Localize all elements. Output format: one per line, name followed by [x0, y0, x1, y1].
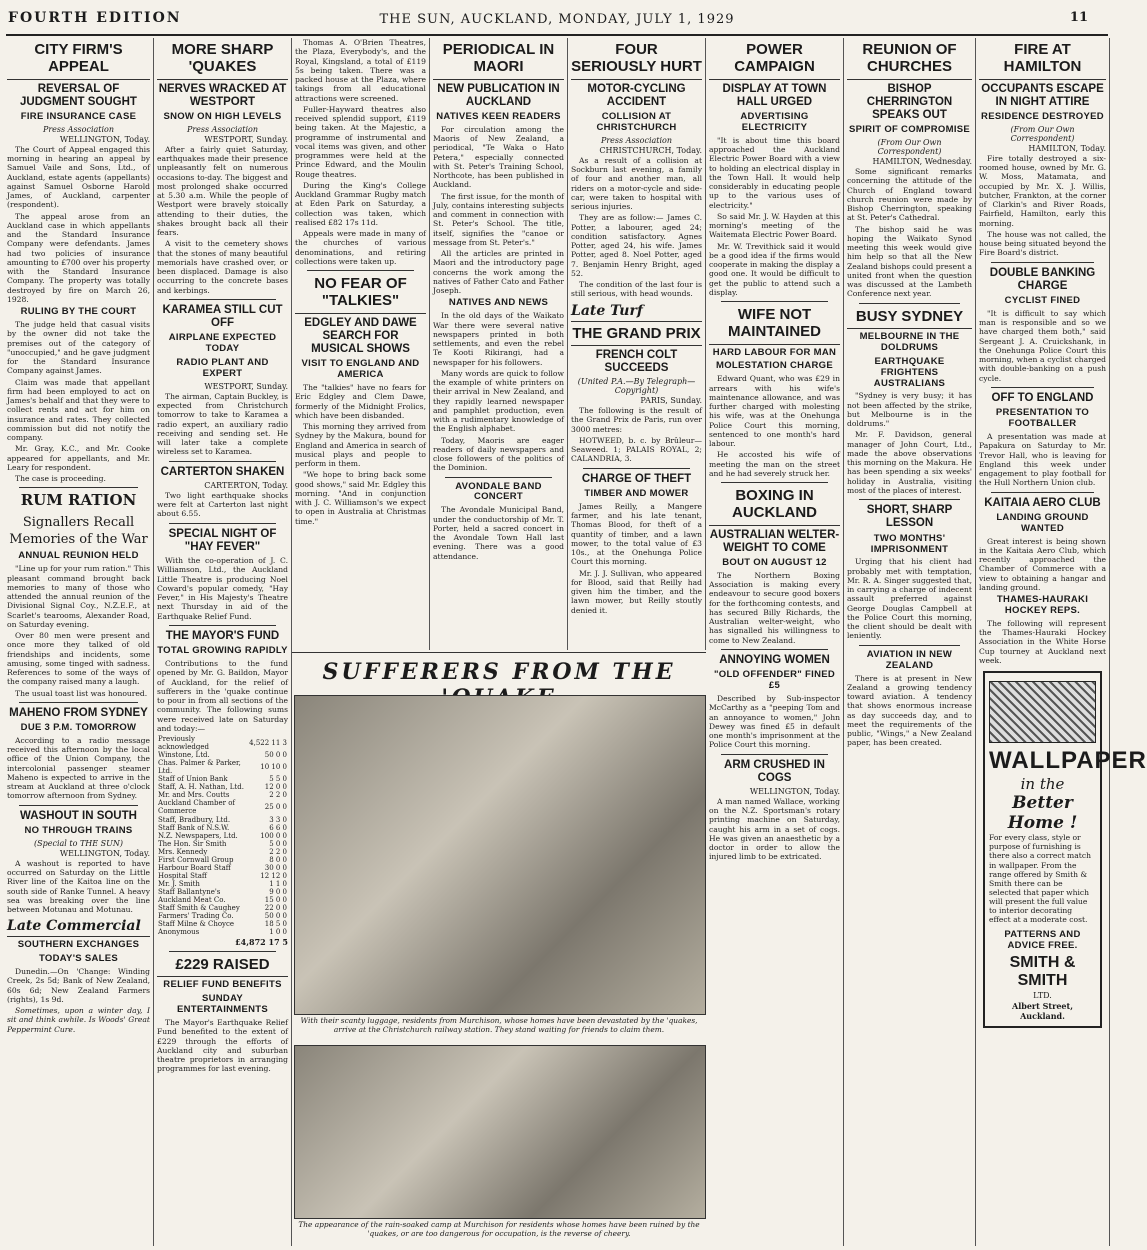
subhead: AUSTRALIAN WELTER-WEIGHT TO COME — [709, 528, 840, 554]
section-late-turf: Late Turf — [571, 301, 702, 322]
quake-photo-spread — [292, 652, 706, 1247]
fund-amount: 1 0 0 — [269, 928, 287, 937]
fund-row — [157, 799, 288, 815]
headline-wife-not-maintained: WIFE NOT MAINTAINED — [709, 306, 840, 345]
paragraph: Edward Quant, who was £29 in arrears with his wife's maintenance allowance, and was further charged with molesting his wife, was at the Onehunga Police Court this morning, sentenced to one month's hard labour. — [709, 374, 840, 449]
column-1 — [4, 38, 154, 1246]
paragraph: "It is about time this board approached the Auckland Electric Power Board with a view to holding an electrical display in the Town Hall. It would help considerably in educating people up to the various uses of electricity." — [709, 135, 840, 210]
fund-donor: Staff Milne & Choyce — [158, 920, 235, 929]
paragraph: A washout is reported to have occurred on Saturday on the Little River line of the Kaitoa line on the south side of Ranke Tunnel. A heavy sea was breaking over the line between Motunau and Motunau. — [7, 858, 150, 915]
subhead-small: NATIVES AND NEWS — [448, 297, 549, 309]
subhead: Signallers Recall — [22, 514, 135, 530]
paragraph: The following will represent the Thames-Hauraki Hockey Association in the White Horse Cup tourney at Auckland next week. — [979, 618, 1106, 665]
wallpaper-advert — [983, 671, 1147, 1028]
advert-offer: PATTERNS AND ADVICE FREE. — [1004, 929, 1081, 952]
headline-229-raised: £229 RAISED — [157, 956, 288, 977]
fund-row — [157, 759, 288, 775]
column-2 — [154, 38, 292, 1246]
fund-donor: First Cornwall Group — [158, 855, 234, 864]
paragraph: Today, Maoris are eager readers of daily newspapers and close followers of the politics of the Dominion. — [433, 435, 564, 473]
headline-karamea: KARAMEA STILL CUT OFF — [162, 303, 283, 330]
fund-donor: Farmers' Trading Co. — [158, 912, 234, 921]
fund-row — [157, 832, 288, 840]
paragraph: Described by Sub-inspector McCarthy as a "peeping Tom and an annoyance to women," John Dewey was fined £5 in default one month's imprisonment at the Police Court this morning. — [709, 694, 840, 750]
fund-donor: Mrs. Kennedy — [158, 847, 208, 856]
fund-amount: 10 10 0 — [260, 763, 287, 772]
paragraph: A man named Wallace, working on the N.Z. Sportsman's rotary printing machine on Saturday, caught his arm in a set of cogs. He was given an anaesthetic by a doctor in order to allow the injured limb to be extricated. — [709, 796, 840, 862]
subhead: OCCUPANTS ESCAPE IN NIGHT ATTIRE — [981, 82, 1104, 108]
paragraph: Great interest is being shown in the Kaitaia Aero Club, which recently approached the Chamber of Commerce with a view to obtaining a hangar and landing ground. — [979, 536, 1106, 592]
headline-double-banking: DOUBLE BANKING CHARGE — [989, 266, 1096, 292]
paragraph: For circulation among the Maoris of New Zealand, a periodical, "Te Waka o Hato Petera," especially connected with St. Peter's Training School, Northcote, has been published in Auckland. — [433, 124, 564, 190]
headline-no-fear-talkies: NO FEAR OF "TALKIES" — [295, 275, 426, 314]
wallpaper-pattern-image — [989, 681, 1096, 743]
column-5 — [568, 38, 706, 650]
byline: (United P.A.—By Telegraph—Copyright) — [577, 377, 696, 396]
paragraph: Two light earthquake shocks were felt at Carterton last night about 6.55. — [157, 490, 288, 519]
headline-city-firm: CITY FIRM'S APPEAL — [7, 41, 150, 80]
paragraph: Claim was made that appellant firm had been employed to act on James's behalf and that they were to collect rents and act for him on insurance and rates. They collected commission but did not notify the company. — [7, 377, 150, 443]
paragraph: The Court of Appeal engaged this morning in hearing an appeal by Samuel Vaile and Sons, Ltd., of Auckland, estate agents (appellants) against Samuel Osborne Harold James, of Auckland, carpenter (respondent). — [7, 144, 150, 210]
photo-murchison-camp — [294, 1045, 706, 1219]
paragraph: During the King's College Auckland Grammar Rugby match at Eden Park on Saturday, a collection was taken, which realised £82 17s 11d. — [295, 180, 426, 227]
subhead-small: FIRE INSURANCE CASE — [20, 110, 137, 122]
paragraph: James Reilly, a Mangere farmer, and his late tenant, Thomas Blood, for theft of a quantity of timber, and a lawn mower, to the total value of £3 10s., at the Onehunga Police Court this morning. — [571, 501, 702, 567]
headline-rum-ration: RUM RATION — [20, 491, 137, 510]
fund-amount: 8 0 0 — [269, 855, 287, 864]
paragraph: With the co-operation of J. C. Williamson, Ltd., the Auckland Little Theatre is producing Noel Coward's popular comedy, "Hay Fever," in His Majesty's Theatre next Thursday in aid of the Earthquake Relief Fund. — [157, 556, 288, 621]
photo-murchison-residents — [294, 695, 706, 1015]
paragraph: The condition of the last four is still serious, with head wounds. — [571, 280, 702, 299]
paragraph: Over 80 men were present and once more they talked of old friendships and incidents, some amusing, some tinged with sadness. References to some of the ways of the company raised many a laugh. — [7, 631, 150, 687]
subhead-small: NO THROUGH TRAINS — [24, 824, 133, 836]
subhead-small: SNOW ON HIGH LEVELS — [163, 110, 282, 122]
headline-charge-theft: CHARGE OF THEFT — [581, 472, 692, 485]
subhead-small: DUE 3 P.M. TOMORROW — [20, 722, 137, 734]
paragraph: "Sydney is very busy; it has not been affected by the strike, but Melbourne is in the doldrums." — [847, 391, 972, 429]
subhead: MOTOR-CYCLING ACCIDENT — [587, 82, 686, 108]
subhead-small: MOLESTATION CHARGE — [716, 360, 833, 372]
column-7 — [844, 38, 976, 1246]
subhead-small: SPIRIT OF COMPROMISE — [848, 124, 971, 136]
subhead-small: MELBOURNE IN THE DOLDRUMS — [859, 330, 960, 353]
fund-donor: Auckland Meat Co. — [158, 895, 226, 904]
fund-amount: 15 0 0 — [264, 895, 287, 904]
subhead-small: SUNDAY ENTERTAINMENTS — [176, 993, 269, 1016]
column-6 — [706, 38, 844, 1246]
fund-donor: Harbour Board Staff — [158, 863, 231, 872]
headline-boxing: BOXING IN AUCKLAND — [709, 487, 840, 526]
headline-arm-crushed: ARM CRUSHED IN COGS — [724, 758, 825, 784]
subhead-small: EARTHQUAKE FRIGHTENS AUSTRALIANS — [873, 355, 946, 389]
paragraph: After a fairly quiet Saturday, earthquakes made their presence unpleasantly felt on numerous occasions to-day. The biggest and most prolonged shake occurred at 5.30 a.m. While the people of Westport were bravely stoically attending to their duties, the shakes brought back all their fears. — [157, 144, 288, 238]
subhead-small: AIRPLANE EXPECTED TODAY — [168, 332, 277, 355]
paragraph: Mr. W. Trevithick said it would be a good idea if the firms would cooperate in making the display a good one. It would be difficult to get the public to attend such a display. — [709, 241, 840, 297]
fund-amount: 50 0 0 — [264, 751, 287, 760]
page-number: 11 — [1069, 10, 1088, 25]
paragraph: According to a radio message received this afternoon by the local office of the Union Company, the intercolonial passenger steamer Maheno is expected to arrive in the stream at Auckland at three o'clock tomorrow afternoon from Sydney. — [7, 735, 150, 801]
paragraph: The judge held that casual visits by the owner did not take the premises out of the category of "unoccupied," and he gave judgment for the Standard Insurance Company against James. — [7, 320, 150, 376]
byline: Press Association — [600, 135, 673, 145]
headline-hay-fever: SPECIAL NIGHT OF "HAY FEVER" — [168, 527, 277, 553]
fund-amount: 12 12 0 — [260, 871, 287, 880]
headline-four-hurt: FOUR SERIOUSLY HURT — [571, 41, 702, 80]
advert-verse: Sometimes, upon a winter day, I sit and think awhile. Is Woods' Great Peppermint Cure. — [7, 1006, 150, 1034]
headline-annoying-women: ANNOYING WOMEN — [719, 653, 830, 666]
fund-amount: 25 0 0 — [264, 803, 287, 812]
fund-amount: 4,522 11 3 — [249, 739, 287, 748]
paragraph: Fuller-Hayward theatres also received splendid support, £119 being taken. At the Majestic, a programme of instrumental and vocal items was given, and other programmes were held at the Prince Edward, and the Moulin Rouge theatres. — [295, 104, 426, 179]
subhead-small: RESIDENCE DESTROYED — [981, 110, 1104, 122]
dateline: WESTPORT, Sunday. — [204, 134, 288, 144]
paper-title: THE SUN, AUCKLAND, MONDAY, JULY 1, 1929 — [379, 12, 735, 27]
subhead-small: RELIEF FUND BENEFITS — [163, 979, 282, 991]
fund-row — [157, 888, 288, 896]
subhead-small: COLLISION AT CHRISTCHURCH — [596, 110, 677, 133]
fund-donor: Winstone, Ltd. — [158, 751, 210, 760]
fund-list — [157, 735, 288, 936]
fund-row — [157, 856, 288, 864]
advert-slogan: Better Home ! — [1007, 793, 1078, 834]
paragraph: The Avondale Municipal Band, under the conductorship of Mr. T. Porter, held a sacred concert in the Avondale Town Hall last evening. There was a good attendance. — [433, 505, 564, 561]
headline-short-sharp: SHORT, SHARP LESSON — [866, 504, 953, 530]
masthead — [6, 4, 1108, 36]
fund-row — [157, 783, 288, 791]
subhead-small: ADVERTISING ELECTRICITY — [740, 110, 809, 133]
fund-row — [157, 751, 288, 759]
paragraph: "We hope to bring back some good shows," said Mr. Edgley this morning. "And in conjunction with J. C. Williamson's we expect to open in Australia at Christmas time." — [295, 470, 426, 526]
subhead: FRENCH COLT SUCCEEDS — [595, 348, 678, 374]
headline-aviation: AVIATION IN NEW ZEALAND — [866, 648, 953, 671]
subhead: NERVES WRACKED AT WESTPORT — [158, 82, 287, 108]
fund-donor: Chas. Palmer & Parker, Ltd. — [158, 759, 241, 776]
paragraph: Mr. J. J. Sullivan, who appeared for Blood, said that Reilly had given him the timber, and the lawn mower, but Reilly stoutly denied it. — [571, 568, 702, 615]
fund-donor: Mr. and Mrs. Coutts — [158, 791, 230, 800]
paragraph: The appeal arose from an Auckland case in which appellants and the Standard Insurance Company were defendants. James had two policies of insurance amounting to £700 over his property with the Standard Insurance Company. The property was totally destroyed by fire on March 26, 1928. — [7, 211, 150, 304]
paragraph: The "talkies" have no fears for Eric Edgley and Clem Dawe, formerly of the Midnight Frolics, which have been disbanded. — [295, 383, 426, 420]
dateline: CARTERTON, Today. — [204, 480, 288, 490]
paragraph: The first issue, for the month of July, contains interesting subjects and comment in connection with St. Peter's School. The title, itself, signifies the "canoe or message from St. Peter's." — [433, 191, 564, 247]
headline-sharp-quakes: MORE SHARP 'QUAKES — [157, 41, 288, 80]
fund-row — [157, 848, 288, 856]
subhead: DISPLAY AT TOWN HALL URGED — [722, 82, 827, 108]
subhead: Memories of the War — [9, 532, 148, 548]
fund-row — [157, 824, 288, 832]
headline-periodical-maori: PERIODICAL IN MAORI — [433, 41, 564, 80]
fund-row — [157, 840, 288, 848]
paragraph: Appeals were made in many of the churches of various denominations, and retiring collections were taken up. — [295, 229, 426, 266]
paragraph: Many words are quick to follow the example of white printers on their arrival in New Zealand, and they rapidly learned newspaper and pamphlet production, even with a rudimentary knowledge of the English alphabet. — [433, 368, 564, 434]
subhead-small: CYCLIST FINED — [1004, 295, 1081, 307]
fund-row — [157, 791, 288, 799]
fund-row — [157, 904, 288, 912]
paragraph: Mr. F. Davidson, general manager of John Court, Ltd., made the above observations this morning on the Makura. He has been spending a six weeks' holiday in Australia, visiting most of the places of interest. — [847, 430, 972, 495]
advert-ltd: LTD. — [1033, 991, 1052, 1001]
headline-kaitaia-aero: KAITAIA AERO CLUB — [984, 496, 1101, 509]
paragraph: Fire totally destroyed a six-roomed house, owned by Mr. G. W. Moss, Matamata, and occupied by Mr. X. J. Willis, butcher, Frankton, at the corner of Clarkin's and River Roads, Fairfield, Hamilton, early this morning. — [979, 153, 1106, 228]
headline-off-to-england: OFF TO ENGLAND — [991, 391, 1094, 404]
subhead: BISHOP CHERRINGTON SPEAKS OUT — [866, 82, 953, 121]
subhead-small: HARD LABOUR FOR MAN — [712, 346, 837, 358]
fund-donor: Staff of Union Bank — [158, 775, 228, 784]
fund-donor: Staff Ballantyne's — [158, 887, 221, 896]
subhead-small: NATIVES KEEN READERS — [436, 110, 561, 122]
paragraph: There is at present in New Zealand a growing tendency toward aviation. A tendency that shows enormous increase as day succeeds day, and to meet the requirements of the public, "Wings," a New Zealand paper, has been created. — [847, 673, 972, 748]
paragraph: Mr. Gray, K.C., and Mr. Cooke appeared for appellants, and Mr. Leary for respondent. — [7, 444, 150, 472]
paragraph: This morning they arrived from Sydney by the Makura, bound for England and America in search of musical plays and people to perform in them. — [295, 422, 426, 468]
subhead: EDGLEY AND DAWE SEARCH FOR MUSICAL SHOWS — [304, 316, 417, 355]
fund-row — [157, 775, 288, 783]
dateline: WELLINGTON, Today. — [59, 848, 150, 858]
photo-caption: With their scanty luggage, residents from Murchison, whose homes have been devastated by the 'quakes, arrive at the Christchurch railway station. They stand waiting for friends to claim them. — [300, 1016, 698, 1034]
fund-row — [157, 920, 288, 928]
paragraph: He accosted his wife of meeting the man on the street and he had severely struck her. — [709, 450, 840, 478]
paragraph: Contributions to the fund opened by Mr. G. Baildon, Mayor of Auckland, for the relief of sufferers in the 'quake continue to pour in from all sections of the community. The following sums were received late on Saturday and today:— — [157, 659, 288, 733]
subhead-small: "OLD OFFENDER" FINED £5 — [713, 669, 836, 692]
subhead-small: SOUTHERN EXCHANGES — [17, 939, 140, 951]
headline-busy-sydney: BUSY SYDNEY — [847, 308, 972, 329]
fund-amount: 30 0 0 — [264, 863, 287, 872]
column-3 — [292, 38, 430, 650]
photo-caption: The appearance of the rain-soaked camp at Murchison for residents whose homes have been ruined by the 'quakes, or are too dangerous for occupation, is the reverse of cheery. — [298, 1220, 700, 1238]
paragraph: The case is proceeding. — [15, 474, 106, 484]
paragraph: Urging that his client had probably met with temptation, Mr. R. A. Singer suggested that, in carrying a charge of indecent assault preferred against George Douglas Campbell at the Police Court this morning, the client should be dealt with leniently. — [847, 557, 972, 641]
subhead-small: RADIO PLANT AND EXPERT — [176, 357, 269, 380]
paragraph: The house was not called, the house being situated beyond the Fire Board's district. — [979, 229, 1106, 258]
headline-hockey-reps: THAMES-HAURAKI HOCKEY REPS. — [996, 594, 1089, 617]
fund-donor: Previously acknowledged — [158, 735, 210, 752]
advert-address: Albert Street, Auckland. — [1012, 1001, 1073, 1022]
fund-donor: Staff, Bradbury, Ltd. — [158, 815, 231, 824]
byline: (From Our Own Correspondent) — [877, 138, 942, 157]
subhead-small: ANNUAL REUNION HELD — [18, 550, 139, 562]
paragraph: The usual toast list was honoured. — [15, 688, 148, 698]
headline-grand-prix: THE GRAND PRIX — [571, 325, 702, 346]
fund-donor: Hospital Staff — [158, 871, 207, 880]
subhead-small: PRESENTATION TO FOOTBALLER — [995, 407, 1090, 430]
paragraph: So said Mr. J. W. Hayden at this morning's meeting of the Waitemata Electric Power Board. — [709, 211, 840, 240]
subhead: REVERSAL OF JUDGMENT SOUGHT — [20, 82, 137, 108]
column-8 — [976, 38, 1147, 1246]
fund-donor: Anonymous — [158, 928, 200, 937]
dateline: WESTPORT, Sunday. — [204, 381, 288, 391]
fund-amount: 6 6 0 — [269, 823, 287, 832]
fund-amount: 5 5 0 — [269, 775, 287, 784]
fund-row — [157, 872, 288, 880]
paragraph: The bishop said he was hoping the Waikato Synod meeting this week would give him help so that all the New Zealand bishops could present a united front when the question was discussed at the Lambeth Conference next year. — [847, 224, 972, 299]
fund-row — [157, 864, 288, 872]
fund-donor: Staff Smith & Caughey — [158, 904, 240, 913]
paragraph: The following is the result of the Grand Prix de Paris, run over 3000 metres: — [571, 406, 702, 434]
fund-row — [157, 912, 288, 920]
dateline: HAMILTON, Today. — [1028, 143, 1106, 153]
paragraph: "It is difficult to say which man is responsible and so we have charged them both," said Sergeant J. A. Cruickshank, in the Onehunga Police Court this morning, when a cyclist charged with double-banking on a push cycle. — [979, 308, 1106, 383]
dateline: WELLINGTON, Today. — [59, 134, 150, 144]
dateline: HAMILTON, Wednesday. — [872, 157, 972, 167]
dateline: CHRISTCHURCH, Today. — [599, 145, 702, 155]
fund-amount: 3 3 0 — [269, 815, 287, 824]
headline-mayors-fund: THE MAYOR'S FUND — [165, 629, 280, 642]
fund-amount: 2 2 0 — [269, 791, 287, 800]
subhead-small: BOUT ON AUGUST 12 — [722, 557, 827, 569]
fund-row — [157, 816, 288, 824]
headline-reunion-churches: REUNION OF CHURCHES — [847, 41, 972, 80]
fund-row — [157, 880, 288, 888]
paragraph: A visit to the cemetery shows that the stones of many beautiful memorials have crashed over, or been displaced. Damage is also occurring to the concrete bases and kerbings. — [157, 239, 288, 295]
subhead-small: RULING BY THE COURT — [20, 306, 137, 318]
fund-amount: 5 0 0 — [269, 839, 287, 848]
subhead-small: TIMBER AND MOWER — [584, 487, 689, 499]
subhead-small: TODAY'S SALES — [38, 953, 118, 965]
fund-amount: 22 0 0 — [264, 904, 287, 913]
paragraph: The Northern Boxing Association is making every endeavour to secure good boxers for the forthcoming contests, and has secured Billy Richards, the Australian welter-weight, who has signalled his willingness to come to New Zealand. — [709, 570, 840, 645]
fund-donor: Mr. J. Smith — [158, 879, 200, 888]
subhead-small: VISIT TO ENGLAND AND AMERICA — [301, 358, 420, 381]
headline-fire-hamilton: FIRE AT HAMILTON — [979, 41, 1106, 80]
byline: Press Association — [186, 124, 259, 134]
paragraph: "Line up for your rum ration." This pleasant command brought back memories to many of those who attended the annual reunion of the Divisional Signal Coy., N.Z.E.F., at Scarlet's tearooms, Alexander Road, on Saturday evening. — [7, 564, 150, 629]
headline-washout: WASHOUT IN SOUTH — [20, 809, 137, 822]
paragraph: The Mayor's Earthquake Relief Fund benefited to the extent of £229 through the efforts of Auckland city and suburban theatre proprietors in arranging programmes for last evening. — [157, 1018, 288, 1074]
paragraph: All the articles are printed in Maori and the introductory page concerns the work among the natives of Father Cato and Father Joseph. — [433, 249, 564, 296]
photo-banner: SUFFERERS FROM THE — [322, 659, 676, 685]
headline-maheno: MAHENO FROM SYDNEY — [9, 706, 148, 719]
fund-row — [157, 928, 288, 936]
paragraph: As a result of a collision at Sockburn last evening, a family of four and another man, all riders on a motor-cycle and side-car, were taken to hospital with serious injuries. — [571, 155, 702, 212]
fund-donor: The Hon. Sir Smith — [158, 839, 227, 848]
headline-avondale-band: AVONDALE BAND CONCERT — [455, 480, 542, 503]
headline-carterton: CARTERTON SHAKEN — [160, 465, 285, 478]
fund-row — [157, 735, 288, 751]
fund-donor: Staff Bank of N.S.W. — [158, 823, 230, 832]
subhead-small: TWO MONTHS' IMPRISONMENT — [870, 532, 949, 555]
byline: Press Association — [42, 124, 115, 134]
subhead: NEW PUBLICATION IN AUCKLAND — [437, 82, 560, 108]
paragraph: HOTWEED, b. c. by Brûleur—Seaweed. 1; PALAIS ROYAL, 2; CALANDRIA, 3. — [571, 435, 702, 464]
fund-amount: 18 5 0 — [264, 920, 287, 929]
fund-donor: Auckland Chamber of Commerce — [158, 799, 236, 816]
paragraph: Thomas A. O'Brien Theatres, the Plaza, Everybody's, and the Royal, Kingsland, a total of £119 5s being taken. There was a packed house at the Plaza, where takings from all educational attractions were screened. — [295, 38, 426, 103]
paragraph: The airman, Captain Buckley, is expected from Christchurch tomorrow to take to Karamea a radio expert, an auxiliary radio receiving and sending set. He will later take a complete wireless set to Karamea. — [157, 391, 288, 457]
paragraph: They are as follow:— James C. Potter, a labourer, aged 24; condition satisfactory. Agnes Potter, aged 24, his wife. James Potter, aged 8. Noel Potter, aged 7. Benjamin Henry Bright, aged 52. — [571, 213, 702, 278]
edition-label: FOURTH EDITION — [8, 10, 182, 26]
fund-amount: 12 0 0 — [264, 783, 287, 792]
subhead-small: TOTAL GROWING RAPIDLY — [157, 645, 288, 657]
advert-text: in the — [1020, 775, 1065, 794]
dateline: WELLINGTON, Today. — [749, 786, 840, 796]
advert-title: WALLPAPER — [989, 747, 1147, 775]
fund-amount: 2 2 0 — [269, 847, 287, 856]
paragraph: A presentation was made at Papakura on Saturday to Mr. Trevor Hall, who is leaving for England this week under engagement to play football for the Hull Northern Union club. — [979, 432, 1106, 488]
paragraph: Some significant remarks concerning the attitude of the Church of England toward church reunion were made by Bishop Cherrington, speaking at St. Peter's Cathedral. — [847, 167, 972, 223]
fund-donor: N.Z. Newspapers, Ltd. — [158, 831, 238, 840]
column-4 — [430, 38, 568, 650]
paragraph: Dunedin.—On 'Change: Winding Creek, 2s 5d; Bank of New Zealand, 60s 6d; New Zealand Farmers (rights), 1s 9d. — [7, 967, 150, 1004]
fund-donor: Staff, A. H. Nathan, Ltd. — [158, 783, 244, 792]
advert-body: For every class, style or purpose of furnishing is there also a correct match in wallpaper. From the range offered by Smith & Smith there can be selected that paper which will present the full value to interior decorating effect at a moderate cost. — [989, 833, 1091, 925]
section-late-commercial: Late Commercial — [7, 916, 150, 937]
fund-row — [157, 896, 288, 904]
paragraph: In the old days of the Waikato War there were several native newspapers printed in both settlements, and even the rebel Te Kooti Rikirangi, had a newspaper for his followers. — [433, 311, 564, 367]
fund-total: £4,872 17 5 — [235, 937, 288, 948]
advert-firm: SMITH & SMITH — [1009, 954, 1076, 990]
fund-amount: 1 1 0 — [269, 879, 287, 888]
byline: (Special to THE SUN) — [34, 838, 123, 848]
fund-amount: 50 0 0 — [264, 912, 287, 921]
headline-power-campaign: POWER CAMPAIGN — [709, 41, 840, 80]
fund-amount: 100 0 0 — [260, 831, 287, 840]
subhead-small: LANDING GROUND WANTED — [996, 511, 1089, 534]
fund-amount: 9 0 0 — [269, 887, 287, 896]
dateline: PARIS, Sunday. — [640, 396, 702, 406]
byline: (From Our Own Correspondent) — [1010, 124, 1075, 143]
